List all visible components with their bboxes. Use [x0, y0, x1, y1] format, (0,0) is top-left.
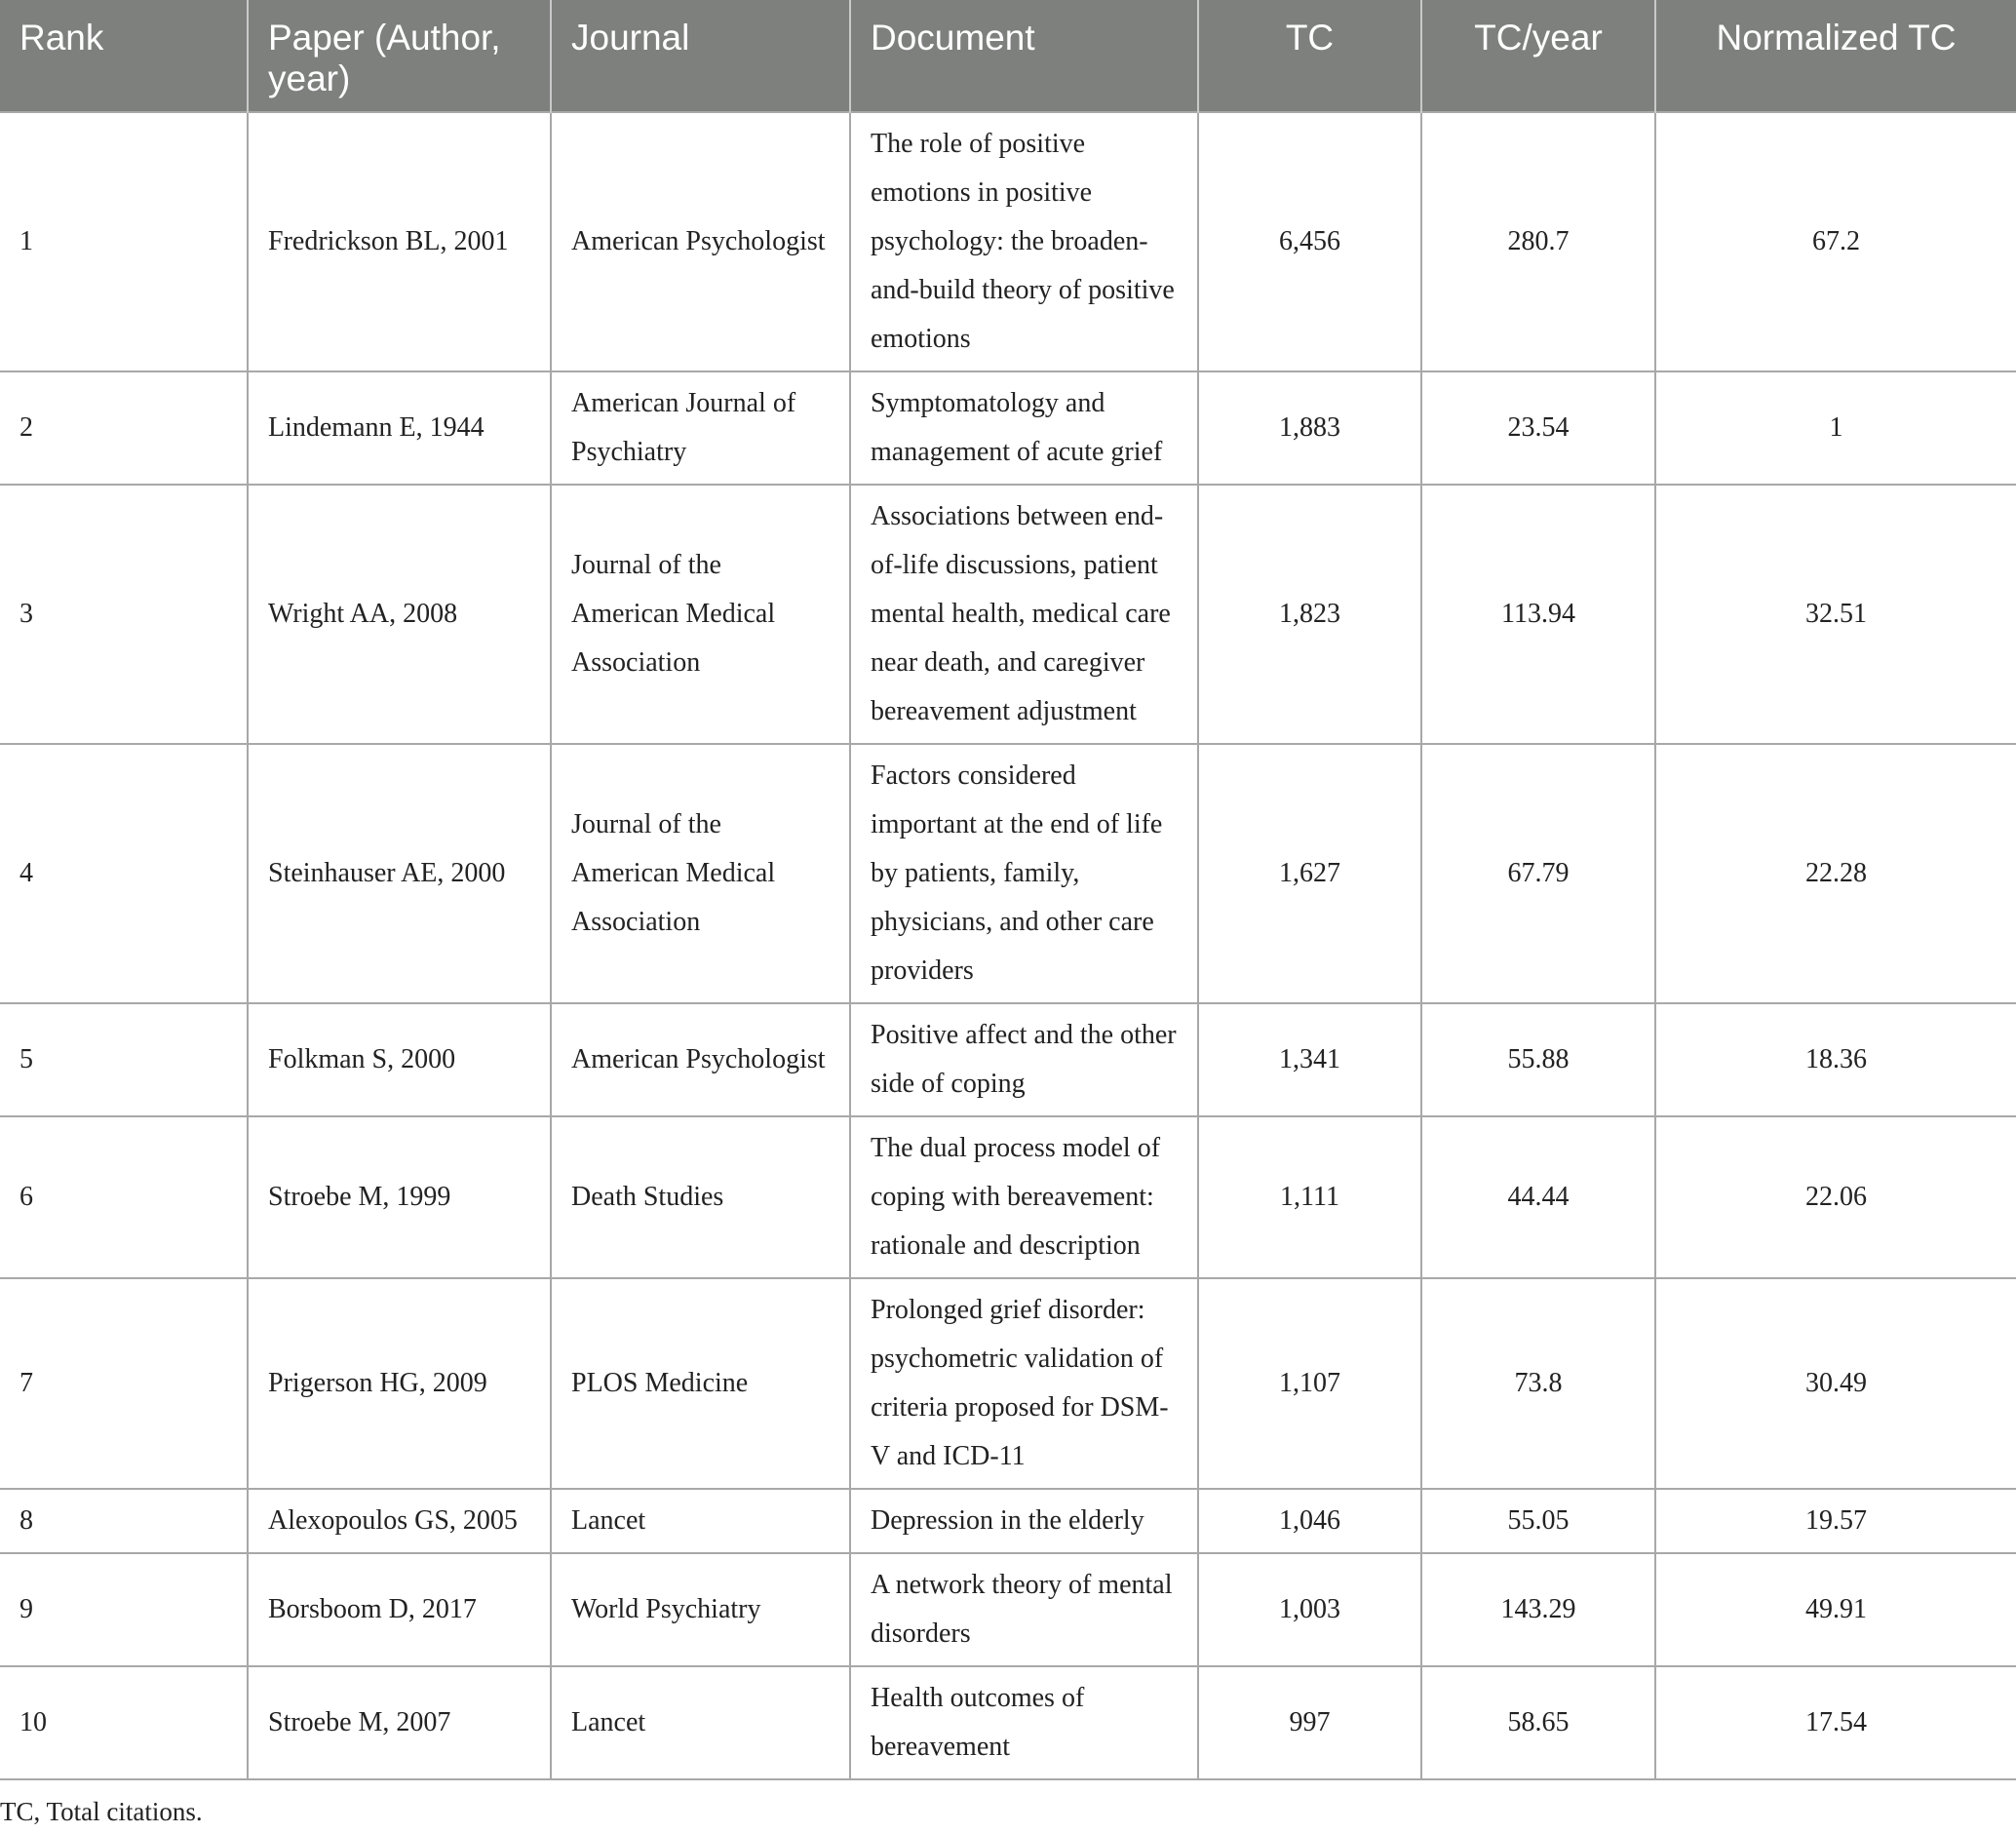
cell-rank: 1	[0, 112, 248, 371]
table-row	[0, 371, 2016, 485]
cell-normalized-tc: 22.28	[1655, 744, 2016, 1003]
cell-rank: 4	[0, 744, 248, 1003]
table-row	[0, 1003, 2016, 1116]
header-document: Document	[850, 0, 1198, 112]
cell-paper: Lindemann E, 1944	[248, 371, 551, 485]
table-body	[0, 112, 2016, 1779]
cell-normalized-tc: 49.91	[1655, 1553, 2016, 1666]
cell-normalized-tc: 19.57	[1655, 1489, 2016, 1553]
cell-document: Positive affect and the other side of coping	[850, 1003, 1198, 1116]
cell-normalized-tc: 17.54	[1655, 1666, 2016, 1779]
header-tc-year: TC/year	[1421, 0, 1655, 112]
table-footnote: TC, Total citations.	[0, 1797, 203, 1826]
cell-tc: 1,111	[1198, 1116, 1421, 1278]
table-row	[0, 1666, 2016, 1779]
cell-paper: Alexopoulos GS, 2005	[248, 1489, 551, 1553]
cell-normalized-tc: 18.36	[1655, 1003, 2016, 1116]
table-row	[0, 1116, 2016, 1278]
cell-normalized-tc: 67.2	[1655, 112, 2016, 371]
cell-journal: PLOS Medicine	[551, 1278, 850, 1489]
cell-paper: Borsboom D, 2017	[248, 1553, 551, 1666]
cell-tc-year: 67.79	[1421, 744, 1655, 1003]
cell-normalized-tc: 30.49	[1655, 1278, 2016, 1489]
cell-tc-year: 143.29	[1421, 1553, 1655, 1666]
header-paper: Paper (Author, year)	[248, 0, 551, 112]
header-normalized-tc: Normalized TC	[1655, 0, 2016, 112]
table-header-row	[0, 0, 2016, 112]
cell-rank: 9	[0, 1553, 248, 1666]
cell-paper: Wright AA, 2008	[248, 485, 551, 744]
cell-tc: 6,456	[1198, 112, 1421, 371]
cell-tc: 1,046	[1198, 1489, 1421, 1553]
cell-normalized-tc: 22.06	[1655, 1116, 2016, 1278]
cell-tc: 1,341	[1198, 1003, 1421, 1116]
cell-rank: 7	[0, 1278, 248, 1489]
cell-journal: American Psychologist	[551, 112, 850, 371]
header-rank: Rank	[0, 0, 248, 112]
cell-tc-year: 44.44	[1421, 1116, 1655, 1278]
cell-tc: 1,883	[1198, 371, 1421, 485]
cell-document: Factors considered important at the end of life by patients, family, physicians, and other care providers	[850, 744, 1198, 1003]
header-tc: TC	[1198, 0, 1421, 112]
cell-document: Health outcomes of bereavement	[850, 1666, 1198, 1779]
cell-tc: 1,627	[1198, 744, 1421, 1003]
header-journal: Journal	[551, 0, 850, 112]
cell-rank: 3	[0, 485, 248, 744]
cell-tc-year: 113.94	[1421, 485, 1655, 744]
table-row	[0, 1489, 2016, 1553]
cell-tc: 1,003	[1198, 1553, 1421, 1666]
cell-paper: Folkman S, 2000	[248, 1003, 551, 1116]
cell-tc: 997	[1198, 1666, 1421, 1779]
cell-journal: Journal of the American Medical Association	[551, 485, 850, 744]
cell-document: Prolonged grief disorder: psychometric validation of criteria proposed for DSM-V and ICD-11	[850, 1278, 1198, 1489]
cell-rank: 2	[0, 371, 248, 485]
cell-tc-year: 23.54	[1421, 371, 1655, 485]
cell-tc-year: 58.65	[1421, 1666, 1655, 1779]
cell-journal: American Journal of Psychiatry	[551, 371, 850, 485]
cell-document: Symptomatology and management of acute grief	[850, 371, 1198, 485]
cell-paper: Stroebe M, 1999	[248, 1116, 551, 1278]
cell-rank: 10	[0, 1666, 248, 1779]
cell-paper: Fredrickson BL, 2001	[248, 112, 551, 371]
cell-journal: Lancet	[551, 1489, 850, 1553]
cell-tc-year: 55.05	[1421, 1489, 1655, 1553]
cell-normalized-tc: 1	[1655, 371, 2016, 485]
cell-rank: 5	[0, 1003, 248, 1116]
cell-tc: 1,107	[1198, 1278, 1421, 1489]
cell-journal: Death Studies	[551, 1116, 850, 1278]
cell-document: Associations between end-of-life discussions, patient mental health, medical care near death, and caregiver bereavement adjustment	[850, 485, 1198, 744]
table-row	[0, 112, 2016, 371]
cell-journal: Journal of the American Medical Association	[551, 744, 850, 1003]
table-row	[0, 485, 2016, 744]
table-row	[0, 744, 2016, 1003]
table-row	[0, 1553, 2016, 1666]
table-row	[0, 1278, 2016, 1489]
cell-tc: 1,823	[1198, 485, 1421, 744]
cell-paper: Stroebe M, 2007	[248, 1666, 551, 1779]
cell-journal: World Psychiatry	[551, 1553, 850, 1666]
cell-rank: 6	[0, 1116, 248, 1278]
cell-document: The role of positive emotions in positive psychology: the broaden-and-build theory of positive emotions	[850, 112, 1198, 371]
cell-tc-year: 280.7	[1421, 112, 1655, 371]
cell-paper: Steinhauser AE, 2000	[248, 744, 551, 1003]
cell-document: A network theory of mental disorders	[850, 1553, 1198, 1666]
cell-paper: Prigerson HG, 2009	[248, 1278, 551, 1489]
cell-journal: Lancet	[551, 1666, 850, 1779]
cell-normalized-tc: 32.51	[1655, 485, 2016, 744]
cell-journal: American Psychologist	[551, 1003, 850, 1116]
cell-tc-year: 73.8	[1421, 1278, 1655, 1489]
cell-document: The dual process model of coping with bereavement: rationale and description	[850, 1116, 1198, 1278]
cell-tc-year: 55.88	[1421, 1003, 1655, 1116]
cell-document: Depression in the elderly	[850, 1489, 1198, 1553]
cell-rank: 8	[0, 1489, 248, 1553]
